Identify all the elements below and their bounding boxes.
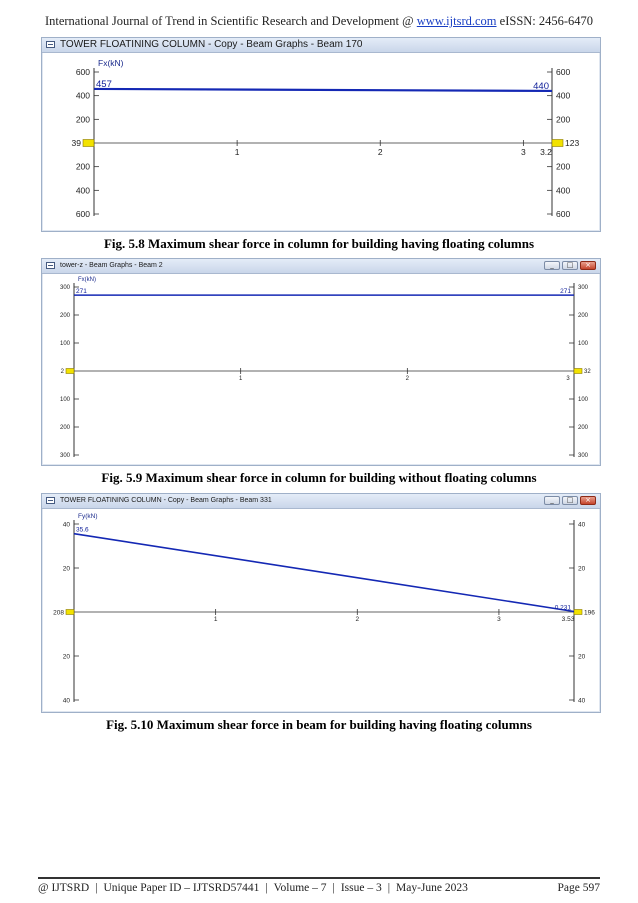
left-end-value: 2: [60, 369, 64, 376]
start-value-label: 457: [96, 78, 112, 90]
y-tick-label-left: 400: [75, 90, 90, 101]
footer-paper-id: Unique Paper ID – IJTSRD57441: [103, 882, 260, 894]
x-tick-label: 2: [355, 616, 360, 623]
page-header: [0, 14, 638, 29]
x-tick-label: 1: [234, 147, 240, 157]
right-end-marker: [552, 140, 563, 147]
footer-journal: @ IJTSRD: [38, 882, 90, 894]
y-tick-label-left: 40: [62, 697, 70, 705]
figure-caption-2: Fig. 5.9 Maximum shear force in column for building without floating columns: [101, 470, 537, 485]
window-titlebar[interactable]: [42, 259, 600, 274]
footer-rule: [38, 877, 600, 879]
close-button[interactable]: ×: [580, 261, 596, 270]
beam-graph-window-1: [41, 37, 601, 232]
y-tick-label-right: 400: [556, 90, 571, 101]
header-text: International Journal of Trend in Scientific Research and Development @: [44, 14, 417, 28]
maximize-button[interactable]: □: [562, 496, 578, 505]
x-tick-label: 2: [377, 147, 383, 157]
window-controls: [542, 496, 596, 506]
shear-force-chart: [42, 52, 600, 231]
window-title: TOWER FLOATINING COLUMN - Copy - Beam Graphs - Beam 170: [60, 39, 363, 50]
y-tick-label-right: 100: [578, 397, 589, 404]
header-issn: eISSN: 2456-6470: [496, 14, 594, 28]
shear-force-chart: [42, 273, 600, 465]
y-axis-label: Fx(kN): [98, 58, 124, 68]
beam-graph-window-3: [41, 493, 601, 713]
minimize-button[interactable]: _: [544, 261, 560, 270]
y-tick-label-right: 600: [556, 208, 571, 219]
y-tick-label-left: 100: [59, 341, 70, 348]
y-tick-label-left: 40: [62, 521, 70, 529]
y-tick-label-right: 300: [578, 285, 589, 292]
y-tick-label-left: 20: [62, 653, 70, 661]
y-tick-label-left: 200: [75, 161, 90, 172]
footer-date: May-June 2023: [396, 882, 468, 894]
y-tick-label-right: 200: [578, 425, 589, 432]
beam-graph-window-2: [41, 258, 601, 466]
x-tick-label: 3: [521, 147, 526, 157]
app-icon: [46, 41, 55, 48]
x-tick-label: 1: [238, 376, 243, 382]
figure-caption-1: Fig. 5.8 Maximum shear force in column for building having floating columns: [103, 236, 535, 251]
y-tick-label-right: 40: [578, 697, 586, 705]
header-link[interactable]: www.ijtsrd.com: [416, 14, 497, 28]
window-titlebar[interactable]: [42, 38, 600, 53]
y-tick-label-right: 200: [556, 114, 571, 125]
app-icon: [46, 497, 55, 504]
right-end-marker: [574, 610, 582, 615]
y-tick-label-left: 600: [75, 66, 90, 77]
window-controls: [542, 261, 596, 271]
start-value-label: 35.6: [76, 526, 89, 534]
right-end-value: 123: [565, 137, 580, 148]
x-tick-label: 1: [213, 616, 218, 623]
y-tick-label-left: 300: [59, 285, 70, 292]
y-tick-label-left: 100: [59, 397, 70, 404]
x-tick-label: 3: [566, 376, 570, 382]
y-tick-label-right: 100: [578, 341, 589, 348]
left-end-value: 208: [53, 609, 64, 617]
left-end-value: 39: [71, 137, 81, 148]
window-titlebar[interactable]: [42, 494, 600, 509]
shear-force-line: [94, 89, 552, 91]
right-end-value: 32: [584, 369, 591, 376]
y-tick-label-left: 400: [75, 185, 90, 196]
y-tick-label-left: 200: [75, 114, 90, 125]
y-tick-label-right: 600: [556, 66, 571, 77]
start-value-label: 271: [76, 288, 87, 296]
window-title: tower-z - Beam Graphs - Beam 2: [60, 262, 163, 269]
footer-volume: Volume – 7: [273, 882, 327, 894]
y-tick-label-right: 300: [578, 453, 589, 460]
x-tick-label: 2: [405, 376, 410, 382]
end-value-label: 440: [533, 80, 549, 92]
y-tick-label-right: 20: [578, 653, 586, 661]
y-axis-label: Fy(kN): [78, 513, 98, 520]
end-value-label: 271: [560, 288, 571, 296]
figure-caption-3: Fig. 5.10 Maximum shear force in beam for building having floating columns: [106, 717, 532, 732]
y-tick-label-left: 200: [59, 313, 70, 320]
shear-force-line: [74, 534, 574, 612]
y-tick-label-left: 200: [59, 425, 70, 432]
end-value-label: 0.231: [554, 604, 571, 612]
left-end-marker: [66, 610, 74, 615]
y-tick-label-left: 300: [59, 453, 70, 460]
window-title: TOWER FLOATINING COLUMN - Copy - Beam Graphs - Beam 331: [60, 497, 272, 504]
y-tick-label-right: 200: [556, 161, 571, 172]
x-tick-label: 3.53: [561, 616, 575, 623]
y-tick-label-right: 20: [578, 565, 586, 573]
y-tick-label-right: 40: [578, 521, 586, 529]
page-footer: @ IJTSRD | Unique Paper ID – IJTSRD57441 | Volume – 7 | Issue – 3 | May-June 2023 Page 597: [38, 882, 600, 894]
maximize-button[interactable]: □: [562, 261, 578, 270]
right-end-value: 196: [584, 609, 595, 617]
footer-issue: Issue – 3: [340, 882, 382, 894]
right-end-marker: [574, 369, 582, 374]
y-tick-label-left: 20: [62, 565, 70, 573]
left-end-marker: [83, 140, 94, 147]
close-button[interactable]: ×: [580, 496, 596, 505]
left-end-marker: [66, 369, 74, 374]
y-tick-label-right: 400: [556, 185, 571, 196]
y-tick-label-right: 200: [578, 313, 589, 320]
minimize-button[interactable]: _: [544, 496, 560, 505]
footer-page: Page 597: [557, 882, 600, 894]
x-tick-label: 3.2: [540, 147, 552, 157]
x-tick-label: 3: [497, 616, 501, 623]
y-tick-label-left: 600: [75, 208, 90, 219]
y-axis-label: Fx(kN): [78, 277, 96, 283]
shear-force-chart: [42, 508, 600, 712]
app-icon: [46, 262, 55, 269]
